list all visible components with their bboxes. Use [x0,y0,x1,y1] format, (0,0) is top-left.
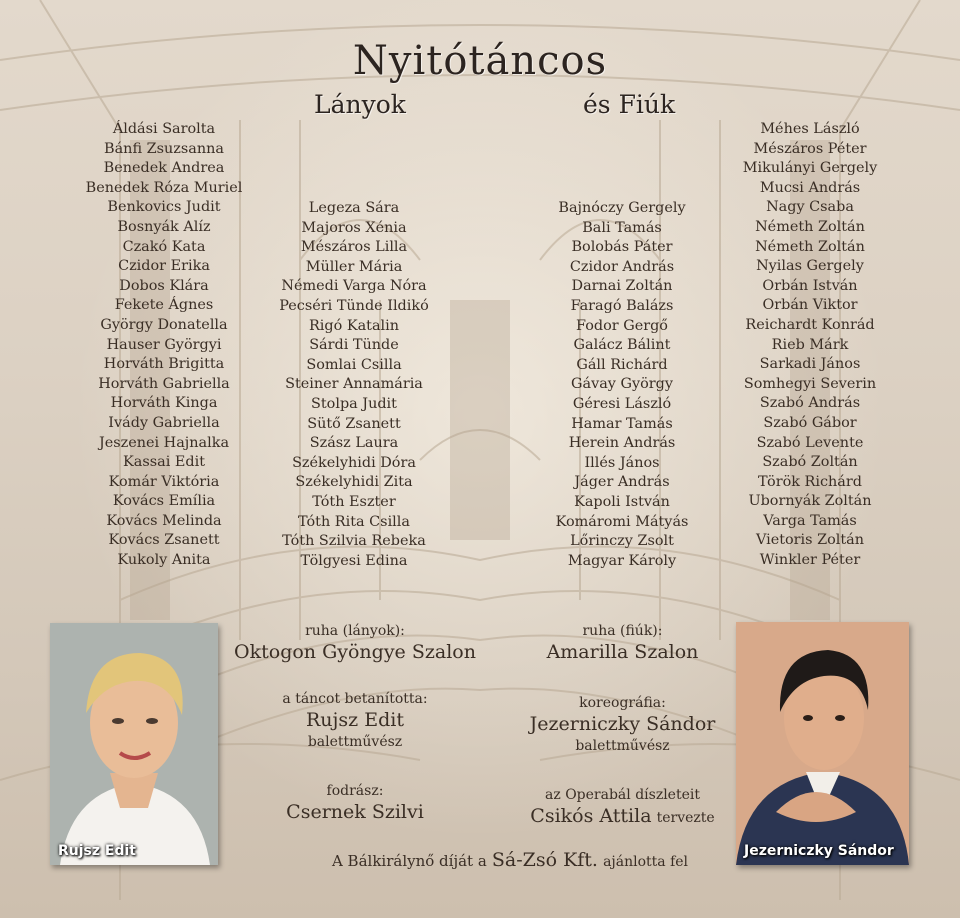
boys-heading: és Fiúk [583,90,676,119]
name-item: Stolpa Judit [311,395,397,412]
name-item: Méhes László [760,121,860,137]
name-item: György Donatella [100,316,228,333]
dress-girls-label: ruha (lányok): [305,623,405,639]
name-item: Gáll Richárd [576,356,668,373]
name-item: Sarkadi János [759,356,861,373]
name-item: Steiner Annamária [285,376,423,393]
prize-sponsor: Sá-Zsó Kft. [491,849,598,871]
decor-designer: Csikós Attila [530,805,652,827]
name-item: Kassai Edit [123,454,205,471]
name-item: Mucsi András [759,179,861,196]
name-item: Bánfi Zsuzsanna [104,140,224,157]
name-item: Benedek Andrea [103,160,225,177]
decor-label: az Operabál díszleteit [545,787,700,803]
name-item: Szabó Gábor [763,414,857,431]
name-item: Tóth Eszter [312,493,396,510]
name-item: Rigó Katalin [308,317,400,334]
name-item: Fodor Gergő [576,317,668,334]
name-item: Darnai Zoltán [571,278,673,295]
name-item: Magyar Károly [567,552,677,569]
name-item: Dobos Klára [119,277,209,294]
name-item: Bali Tamás [582,219,662,236]
name-item: Herein András [568,435,676,452]
name-item: Ubornyák Zoltán [748,493,872,510]
name-item: Lőrinczy Zsolt [570,533,674,550]
name-item: Kovács Emília [112,493,216,510]
teacher-role: balettművész [307,734,403,750]
prize-prefix: A Bálkirálynő díját a [331,852,487,870]
name-item: Szász Laura [309,435,399,452]
name-item: Jáger András [574,474,670,491]
portrait-photo-left [50,623,218,865]
name-item: Somlai Csilla [306,356,402,373]
prize-suffix: ajánlotta fel [603,854,689,870]
name-item: Szabó András [759,395,861,412]
dress-boys-label: ruha (fiúk): [582,623,663,639]
name-item: Varga Tamás [763,512,857,529]
name-item: Horváth Kinga [110,395,218,412]
name-item: Majoros Xénia [301,219,407,236]
boys-list-2 [710,120,910,571]
name-item: Horváth Brigitta [103,356,225,373]
hair-label: fodrász: [326,783,384,799]
name-item: Komár Viktória [108,473,220,490]
name-item: Kapoli István [574,493,670,510]
name-item: Vietoris Zoltán [755,532,865,549]
name-item: Németh Zoltán [755,238,865,255]
girls-heading: Lányok [314,90,406,119]
name-item: Tóth Rita Csilla [298,513,410,530]
boys-list-1 [522,199,722,571]
portrait-caption-right: Jezerniczky Sándor [744,843,894,859]
decor-credit [510,786,735,828]
name-item: Faragó Balázs [570,297,674,314]
name-item: Fekete Ágnes [114,297,214,314]
name-item: Szabó Levente [756,434,864,451]
name-item: Mészáros Péter [753,140,867,157]
name-item: Kovács Melinda [106,512,222,529]
name-item: Bolobás Páter [571,239,673,256]
name-item: Géresi László [572,395,672,412]
name-item: Nagy Csaba [766,199,854,216]
name-item: Németh Zoltán [755,218,865,235]
page-title: Nyitótáncos [352,38,608,84]
name-item: Winkler Péter [759,552,861,569]
name-item: Pecséri Tünde Ildikó [279,297,429,314]
portrait-man-image [736,622,909,865]
teacher-name: Rujsz Edit [306,709,404,731]
name-item: Sütő Zsanett [307,415,401,432]
name-item: Müller Mária [305,258,403,275]
name-item: Székelyhidi Zita [295,474,413,491]
dress-girls-value: Oktogon Gyöngye Szalon [234,641,476,663]
choreography-role: balettművész [575,738,670,754]
dress-boys-value: Amarilla Szalon [546,641,699,663]
name-item: Legeza Sára [308,200,400,216]
name-item: Áldási Sarolta [112,121,216,137]
girls-list-2 [254,199,454,571]
name-item: Jeszenei Hajnalka [98,434,230,451]
name-item: Rieb Márk [771,336,849,353]
name-item: Reichardt Konrád [745,316,875,333]
choreography-name: Jezerniczky Sándor [529,713,716,735]
name-item: Somhegyi Severin [743,375,877,392]
decor-suffix: tervezte [656,810,715,826]
name-item: Benkovics Judit [107,199,221,216]
name-item: Török Richárd [758,473,862,490]
name-item: Czidor András [569,258,675,275]
name-item: Kukoly Anita [117,552,211,569]
name-item: Ivády Gabriella [108,414,220,431]
teacher-label: a táncot betanította: [282,691,428,707]
name-item: Czakó Kata [122,238,206,255]
name-item: Mikulányi Gergely [742,160,878,177]
name-item: Galácz Bálint [573,337,671,354]
portrait-woman-image [50,623,218,865]
name-item: Szabó Zoltán [762,454,858,471]
name-item: Benedek Róza Muriel [85,179,243,196]
name-item: Sárdi Tünde [309,337,399,354]
name-item: Tölgyesi Edina [300,552,408,569]
name-item: Kovács Zsanett [108,532,220,549]
name-item: Némedi Varga Nóra [281,278,427,295]
name-item: Horváth Gabriella [98,375,230,392]
name-item: Mészáros Lilla [300,239,408,256]
portrait-caption-left: Rujsz Edit [58,843,136,859]
name-item: Bosnyák Alíz [117,218,211,235]
girls-list-1 [64,120,264,571]
name-item: Székelyhidi Dóra [292,454,416,471]
choreography-label: koreográfia: [579,695,666,711]
name-item: Hamar Tamás [571,415,673,432]
dress-boys-credit [520,622,725,664]
name-item: Nyilas Gergely [756,258,864,275]
name-item: Czidor Erika [118,258,210,275]
prize-credit [300,848,720,872]
teacher-credit [255,690,455,752]
hair-credit [255,782,455,824]
name-item: Hauser Györgyi [106,336,222,353]
name-item: Gávay György [571,376,673,393]
name-item: Orbán István [762,277,858,294]
name-item: Komáromi Mátyás [555,513,689,530]
dress-girls-credit [230,622,480,664]
name-item: Tóth Szilvia Rebeka [282,533,426,550]
portrait-photo-right [736,622,909,865]
choreography-credit [520,694,725,756]
hair-value: Csernek Szilvi [286,801,424,823]
name-item: Orbán Viktor [762,297,858,314]
name-item: Illés János [584,454,660,471]
name-item: Bajnóczy Gergely [558,200,686,216]
